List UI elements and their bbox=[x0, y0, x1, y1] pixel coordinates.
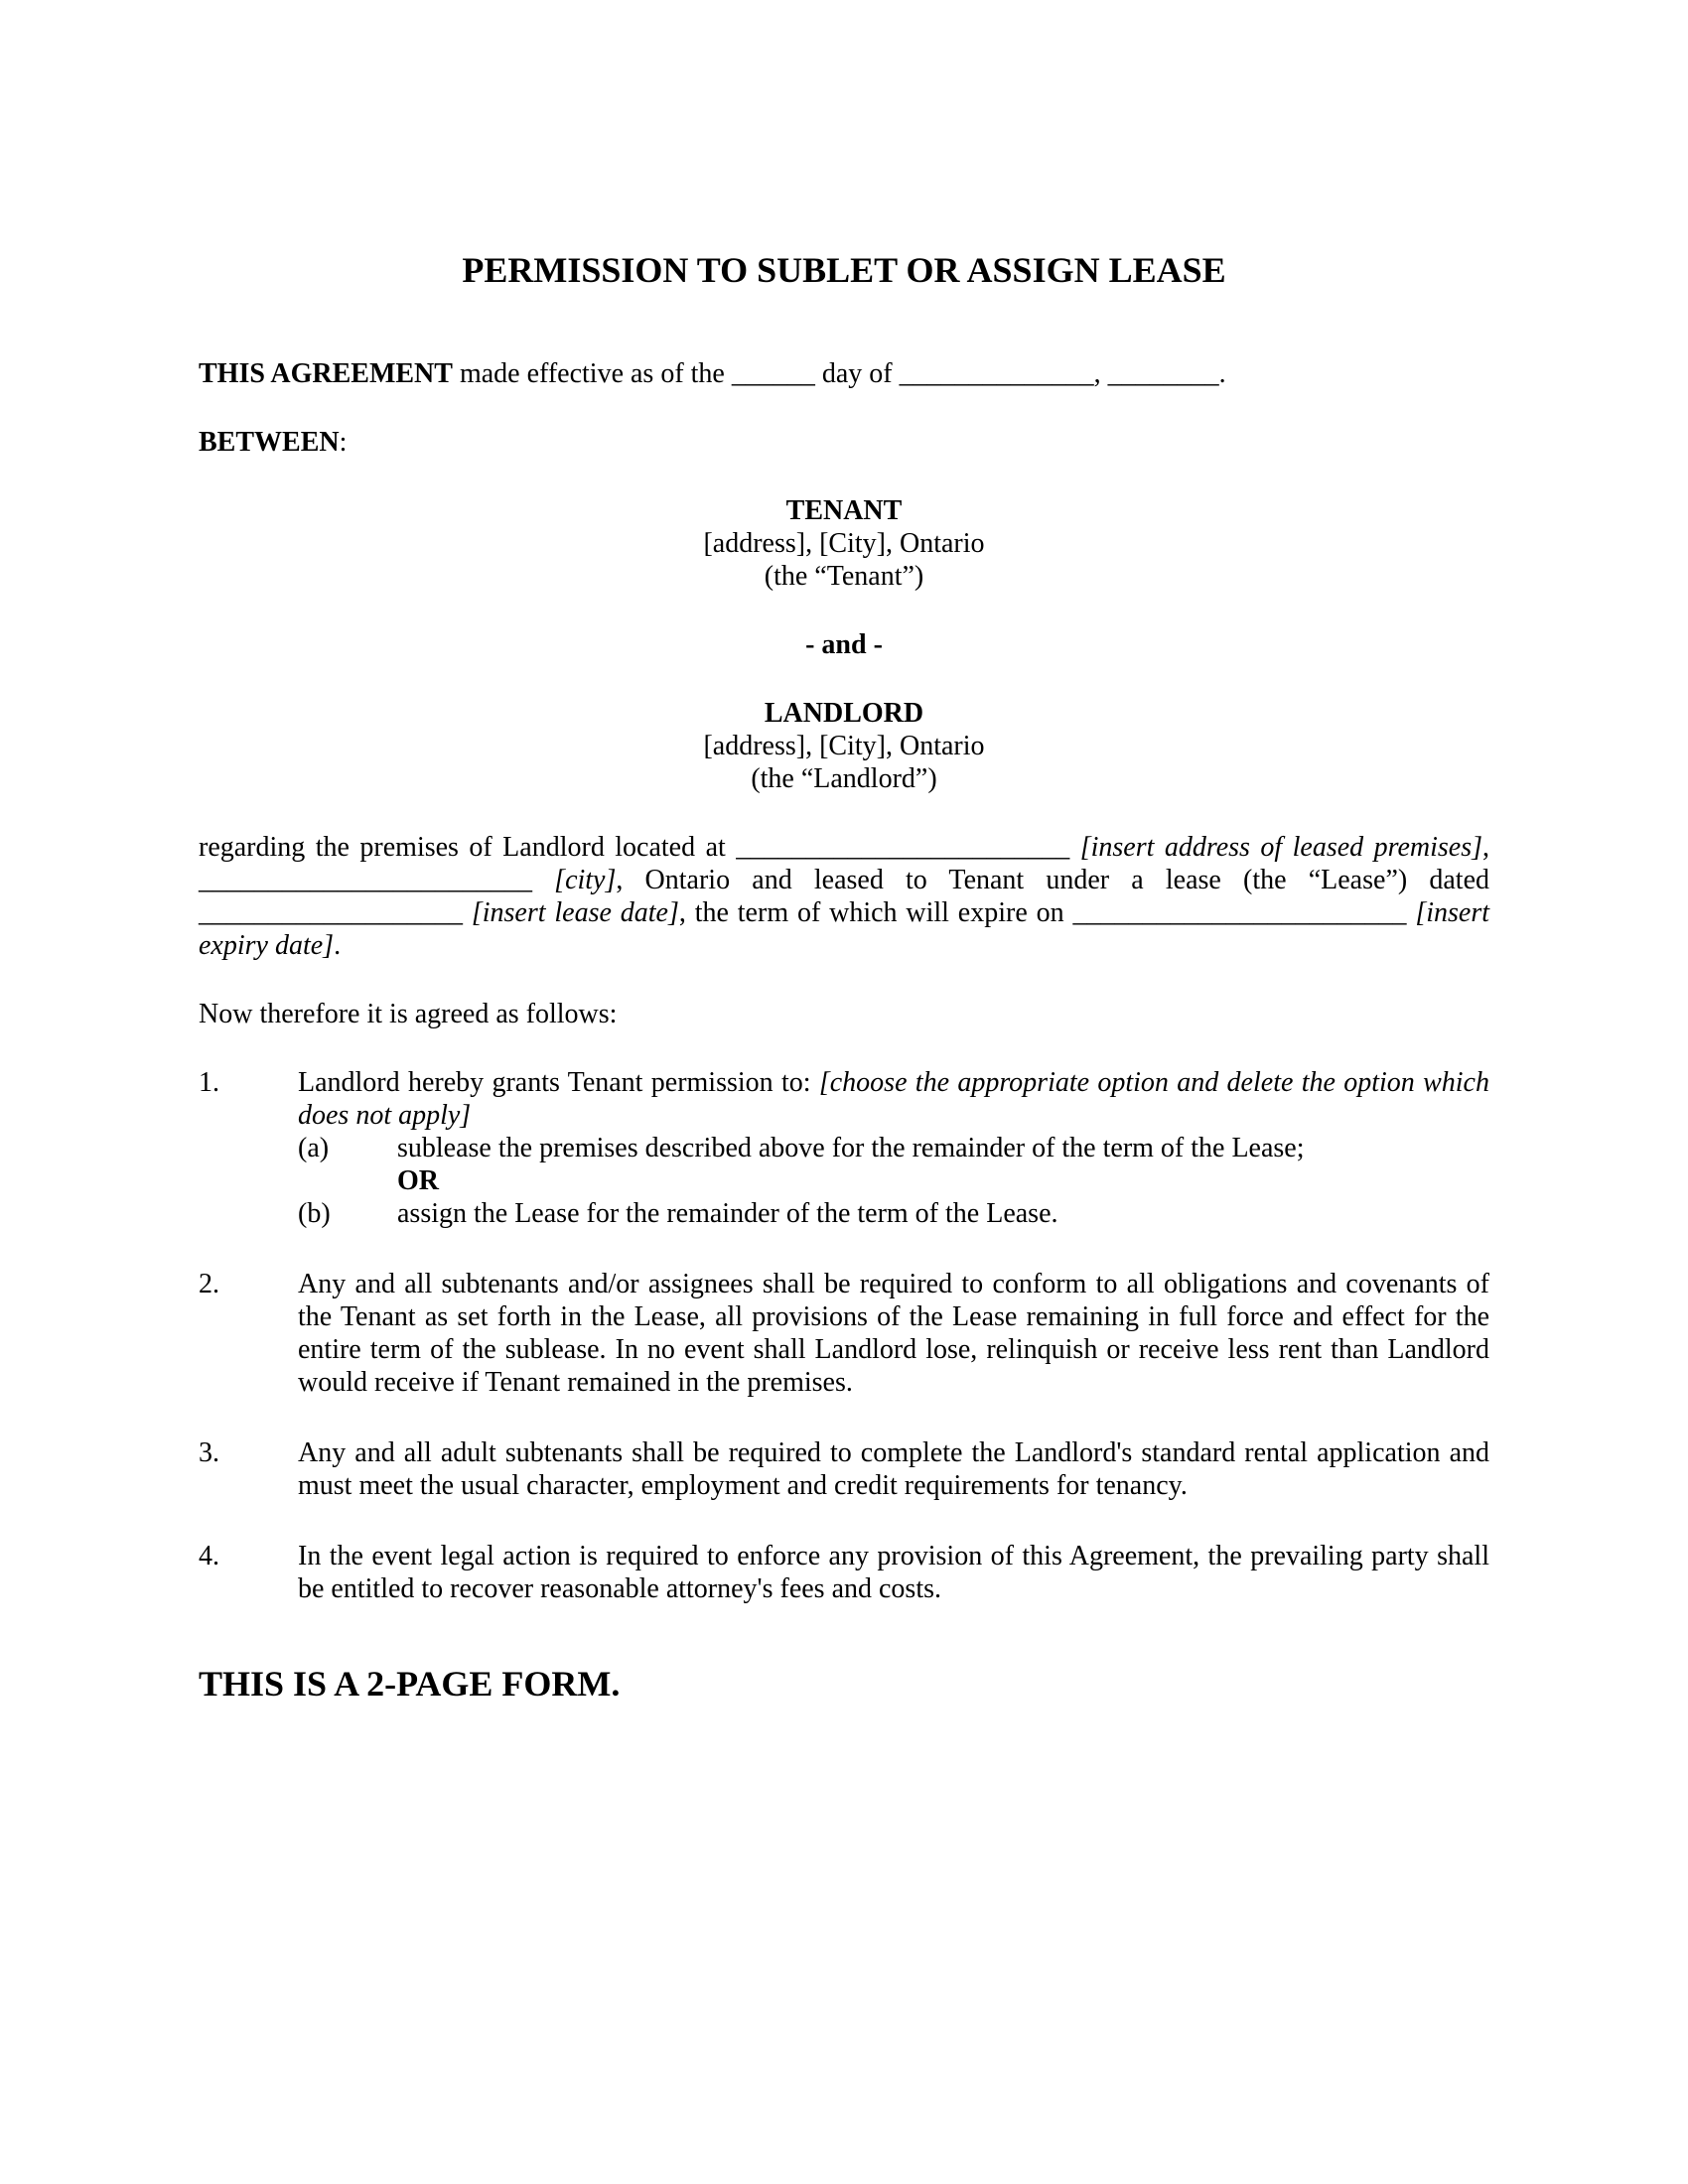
clause-1-number: 1. bbox=[199, 1067, 219, 1098]
landlord-name: LANDLORD bbox=[764, 698, 924, 729]
tenant-name: TENANT bbox=[785, 495, 903, 526]
clause-3 bbox=[199, 1436, 1489, 1502]
landlord-address: [address], [City], Ontario bbox=[703, 731, 985, 761]
subitem-a-label: (a) bbox=[298, 1133, 330, 1163]
clause-1-text: Landlord hereby grants Tenant permission to: [choose the appropriate option and delete the option which does not apply] bbox=[298, 1067, 1489, 1131]
clause-2-number: 2. bbox=[199, 1269, 219, 1299]
landlord-designation: (the “Landlord”) bbox=[751, 763, 937, 794]
tenant-designation: (the “Tenant”) bbox=[764, 561, 924, 592]
tenant-address: [address], [City], Ontario bbox=[703, 528, 985, 559]
page-title: PERMISSION TO SUBLET OR ASSIGN LEASE bbox=[462, 250, 1226, 290]
two-page-form-note: THIS IS A 2-PAGE FORM. bbox=[199, 1664, 621, 1704]
clause-4 bbox=[199, 1540, 1489, 1605]
clause-4-number: 4. bbox=[199, 1541, 219, 1571]
clause-1-subitem-a bbox=[298, 1132, 1489, 1197]
clause-3-number: 3. bbox=[199, 1437, 219, 1468]
subitem-b-text: assign the Lease for the remainder of the term of the Lease. bbox=[397, 1198, 1058, 1229]
clause-2-text: Any and all subtenants and/or assignees shall be required to conform to all obligations and covenants of the Tenant as set forth in the Lease, all provisions of the Lease remaining in full force and effect for the entire term of the sublease. In no event shall Landlord lose, relinquish or receive less rent than Landlord would receive if Tenant remained in the premises. bbox=[298, 1269, 1489, 1398]
subitem-b-label: (b) bbox=[298, 1198, 331, 1229]
landlord-block bbox=[199, 697, 1489, 795]
tenant-block bbox=[199, 494, 1489, 593]
agreed-line: Now therefore it is agreed as follows: bbox=[199, 999, 618, 1029]
between-label: BETWEEN: bbox=[199, 427, 348, 458]
subitem-a-text: sublease the premises described above for the remainder of the term of the Lease; OR bbox=[397, 1133, 1305, 1196]
premises-paragraph: regarding the premises of Landlord located at ________________________ [insert address of leased premises], ________________________ [city], Ontario and leased to Tenant under a lease (the “Lease”) dated ___________________ [insert lease date], the term of which will expire on ________________________ [insert expiry date]. bbox=[199, 832, 1490, 961]
clause-4-text: In the event legal action is required to enforce any provision of this Agreement, the prevailing party shall be entitled to recover reasonable attorney's fees and costs. bbox=[298, 1541, 1489, 1604]
intro-paragraph: THIS AGREEMENT made effective as of the ______ day of ______________, ________. bbox=[199, 358, 1226, 389]
clause-1-subitem-b bbox=[298, 1197, 1489, 1230]
clause-3-text: Any and all adult subtenants shall be required to complete the Landlord's standard rental application and must meet the usual character, employment and credit requirements for tenancy. bbox=[298, 1437, 1489, 1501]
clause-2 bbox=[199, 1268, 1489, 1399]
and-separator: - and - bbox=[805, 629, 883, 660]
clause-1 bbox=[199, 1066, 1489, 1230]
